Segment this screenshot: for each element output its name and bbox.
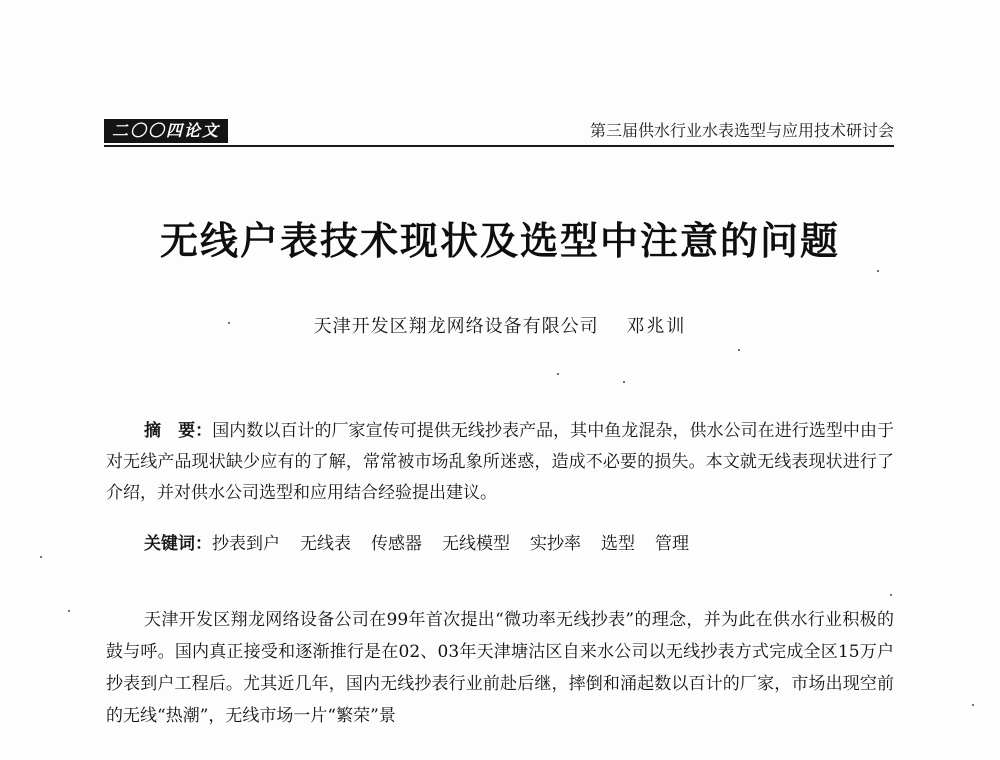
keyword: 无线表 — [300, 534, 351, 554]
keyword: 抄表到户 — [212, 534, 280, 554]
conference-name: 第三届供水行业水表选型与应用技术研讨会 — [589, 121, 894, 140]
byline — [0, 314, 1000, 340]
paper-title: 无线户表技术现状及选型中注意的问题 — [159, 219, 840, 263]
scan-speck — [40, 556, 42, 558]
keywords — [144, 531, 894, 557]
scan-speck — [557, 373, 559, 375]
scan-speck — [228, 322, 230, 324]
keywords-label: 关键词： — [144, 534, 212, 554]
keyword: 实抄率 — [530, 534, 581, 554]
abstract-text: 国内数以百计的厂家宣传可提供无线抄表产品，其中鱼龙混杂，供水公司在进行选型中由于对无线产品现状缺少应有的了解，常常被市场乱象所迷惑，造成不必要的损失。本文就无线表现状进行了介绍，并对供水公司选型和应用结合经验提出建议。 — [106, 421, 894, 503]
header-rule — [104, 145, 894, 147]
keyword: 选型 — [601, 534, 635, 554]
author-name: 邓兆训 — [626, 316, 687, 337]
body-paragraph: 天津开发区翔龙网络设备公司在99年首次提出“微功率无线抄表”的理念，并为此在供水行业积极的鼓与呼。国内真正接受和逐渐推行是在02、03年天津塘沽区自来水公司以无线抄表方式完成全区15万户抄表到户工程后。尤其近几年，国内无线抄表行业前赴后继，摔倒和涌起数以百计的厂家，市场出现空前的无线“热潮”，无线市场一片“繁荣”景 — [106, 610, 894, 726]
scan-speck — [738, 349, 740, 351]
abstract-label: 摘 要： — [144, 421, 213, 441]
scan-speck — [68, 610, 70, 612]
header-logo: 二〇〇四论文 — [104, 119, 228, 143]
keyword: 管理 — [655, 534, 689, 554]
scan-speck — [972, 704, 974, 706]
scan-speck — [877, 270, 879, 272]
keyword: 传感器 — [371, 534, 422, 554]
running-header — [104, 116, 894, 146]
keyword: 无线模型 — [442, 534, 510, 554]
scan-speck — [623, 381, 625, 383]
author-affiliation: 天津开发区翔龙网络设备有限公司 — [313, 316, 599, 337]
abstract — [106, 416, 894, 509]
scan-speck — [890, 594, 892, 596]
